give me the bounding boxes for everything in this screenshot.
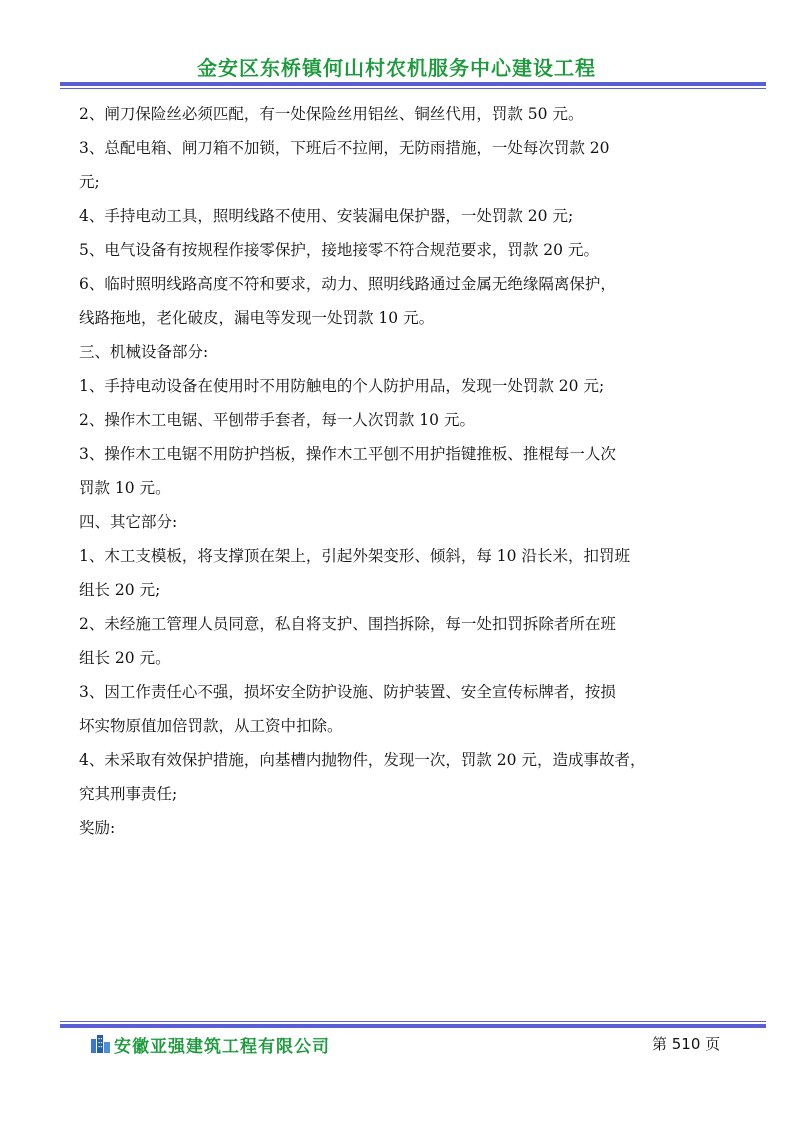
paragraph: [79, 103, 719, 125]
text-line: 5、电气设备有按规程作接零保护，接地接零不符合规范要求，罚款 20 元。: [79, 241, 599, 259]
header-rule-thick: [60, 82, 766, 86]
paragraph: [79, 375, 719, 397]
text-line: 三、机械设备部分:: [79, 343, 209, 361]
text-line: 2、闸刀保险丝必须匹配，有一处保险丝用铝丝、铜丝代用，罚款 50 元。: [79, 105, 584, 123]
footer-rule-thin: [60, 1021, 766, 1022]
text-line: 元;: [79, 173, 100, 191]
text-line: 3、操作木工电锯不用防护挡板，操作木工平刨不用护指键推板、推棍每一人次: [79, 445, 616, 463]
text-line: 罚款 10 元。: [79, 479, 171, 497]
text-line: 4、未采取有效保护措施，向基槽内抛物件，发现一次，罚款 20 元，造成事故者，: [79, 751, 646, 769]
text-line: 2、操作木工电锯、平刨带手套者，每一人次罚款 10 元。: [79, 411, 475, 429]
paragraph: [79, 817, 719, 839]
text-line: 1、手持电动设备在使用时不用防触电的个人防护用品，发现一处罚款 20 元;: [79, 377, 605, 395]
paragraph: [79, 545, 719, 601]
text-line: 4、手持电动工具，照明线路不使用、安装漏电保护器，一处罚款 20 元;: [79, 207, 574, 225]
text-line: 3、因工作责任心不强，损坏安全防护设施、防护装置、安全宣传标牌者，按损: [79, 683, 616, 701]
footer-rule-thick: [60, 1024, 766, 1028]
text-line: 奖励:: [79, 819, 116, 837]
building-logo-icon: [90, 1033, 112, 1053]
document-body: [79, 103, 719, 851]
text-line: 6、临时照明线路高度不符和要求，动力、照明线路通过金属无绝缘隔离保护，: [79, 275, 616, 293]
page-number: 第 510 页: [652, 1035, 721, 1053]
text-line: 2、未经施工管理人员同意，私自将支护、围挡拆除，每一处扣罚拆除者所在班: [79, 615, 616, 633]
paragraph: [79, 409, 719, 431]
document-title: 金安区东桥镇何山村农机服务中心建设工程: [197, 56, 596, 80]
paragraph: [79, 749, 719, 805]
paragraph: [79, 613, 719, 669]
text-line: 四、其它部分:: [79, 513, 178, 531]
paragraph: [79, 273, 719, 329]
paragraph: [79, 205, 719, 227]
text-line: 3、总配电箱、闸刀箱不加锁，下班后不拉闸，无防雨措施，一处每次罚款 20: [79, 139, 610, 157]
text-line: 线路拖地，老化破皮，漏电等发现一处罚款 10 元。: [79, 309, 435, 327]
header-rule-thin: [60, 88, 766, 89]
company-name: 安徽亚强建筑工程有限公司: [114, 1037, 330, 1057]
text-line: 组长 20 元。: [79, 649, 171, 667]
text-line: 坏实物原值加倍罚款，从工资中扣除。: [79, 717, 343, 735]
text-line: 1、木工支模板，将支撑顶在架上，引起外架变形、倾斜，每 10 沿长米，扣罚班: [79, 547, 630, 565]
text-line: 组长 20 元;: [79, 581, 161, 599]
paragraph: [79, 681, 719, 737]
text-line: 究其刑事责任;: [79, 785, 178, 803]
paragraph: [79, 511, 719, 533]
paragraph: [79, 239, 719, 261]
paragraph: [79, 137, 719, 193]
paragraph: [79, 341, 719, 363]
paragraph: [79, 443, 719, 499]
